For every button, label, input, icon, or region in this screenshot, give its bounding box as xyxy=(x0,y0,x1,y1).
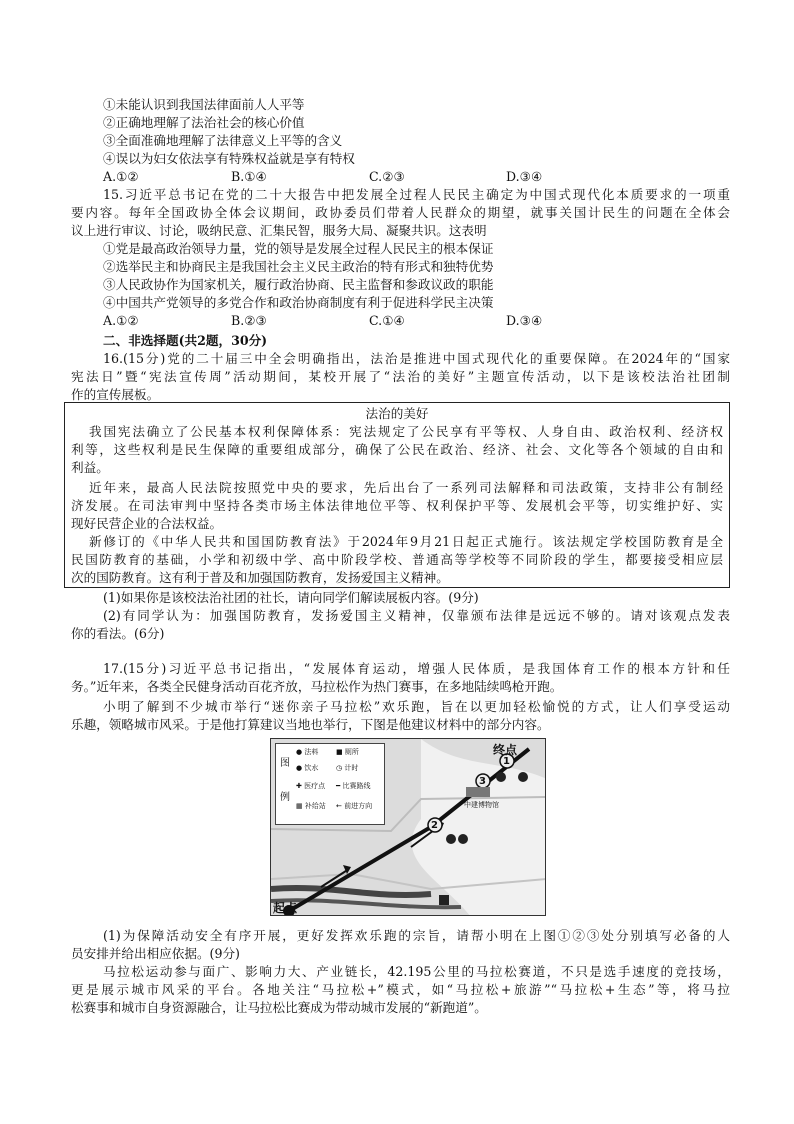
q16-stem-line-3: 作的宣传展板。 xyxy=(71,387,160,402)
board-line-4: 近年来，最高人民法院按照党中央的要求，先后出台了一系列司法解释和司法政策，支持非公有制经 xyxy=(89,480,723,495)
marker-1: 1 xyxy=(503,756,510,767)
legend-item-5: ✚ 医疗点 xyxy=(296,782,326,790)
q15-option-4: ④中国共产党领导的多党合作和政治协商制度有利于促进科学民主决策 xyxy=(103,295,494,310)
q16-stem-line-2: 宪法日”暨“宪法宣传周”活动期间，某校开展了“法治的美好”主题宣传活动，以下是该校法治社团制 xyxy=(71,369,730,384)
building-label: 中建博物馆 xyxy=(464,801,499,809)
marker-2: 2 xyxy=(431,820,438,831)
q14-option-1: ①未能认识到我国法律面前人人平等 xyxy=(103,97,305,112)
q17-stem-line-3: 小明了解到不少城市举行“迷你亲子马拉松”欢乐跑，旨在以更加轻松愉悦的方式，让人们享受运动 xyxy=(103,699,730,714)
q14-choice-c: C.②③ xyxy=(369,169,405,184)
finish-label: 终点 xyxy=(493,743,518,757)
q16-stem-line-1: 16.(15分)党的二十届三中全会明确指出，法治是推进中国式现代化的重要保障。在2024年的“国家 xyxy=(103,351,730,366)
q15-option-3: ③人民政协作为国家机关，履行政治协商、民主监督和参政议政的职能 xyxy=(103,277,494,292)
q15-stem-line-1: 15.习近平总书记在党的二十大报告中把发展全过程人民民主确定为中国式现代化本质要求的一项重 xyxy=(103,187,730,202)
marker-3: 3 xyxy=(479,776,486,787)
q14-option-4: ④误以为妇女依法享有特殊权益就是享有特权 xyxy=(103,151,355,166)
q15-choice-b: B.②③ xyxy=(231,313,267,328)
q16-sub-2: (2)有同学认为：加强国防教育，发扬爱国主义精神，仅靠颁布法律是远远不够的。请对该观点发表 xyxy=(103,608,730,623)
q16-sub-1: (1)如果你是该校法治社团的社长，请向同学们解读展板内容。(9分) xyxy=(103,590,479,605)
q14-option-3: ③全面准确地理解了法律意义上平等的含义 xyxy=(103,133,343,148)
board-title: 法治的美好 xyxy=(365,406,429,421)
q15-choices xyxy=(103,312,703,330)
q15-stem-line-2: 要内容。每年全国政协全体会议期间，政协委员们带着人民群众的期望，就事关国计民生的问题在全体会 xyxy=(71,205,730,220)
legend-title-1: 图 xyxy=(280,758,290,769)
board-line-3: 利益。 xyxy=(71,460,109,475)
q17-sub-1-cont: 员安排并给出相应依据。(9分) xyxy=(71,946,240,961)
board-line-8: 民国防教育的基础，小学和初级中学、高中阶段学校、普通高等学校等不同阶段的学生，都要接受相应层 xyxy=(71,552,723,567)
q14-choice-b: B.①④ xyxy=(231,169,267,184)
q14-option-2: ②正确地理解了法治社会的核心价值 xyxy=(103,115,305,130)
q17-tail-3: 松赛事和城市自身资源融合，让马拉松比赛成为带动城市发展的“新跑道”。 xyxy=(71,1000,487,1015)
q14-choice-d: D.③④ xyxy=(506,169,543,184)
start-label: 起点 xyxy=(273,901,298,915)
propaganda-board xyxy=(64,402,730,588)
q17-stem-line-2: 务。”近年来，各类全民健身活动百花齐放，马拉松作为热门赛事，在多地陆续鸣枪开跑。 xyxy=(71,679,563,694)
q14-choices xyxy=(103,168,703,186)
section-two-heading: 二、非选择题(共2题，30分) xyxy=(103,333,268,348)
q15-option-1: ①党是最高政治领导力量，党的领导是发展全过程人民民主的根本保证 xyxy=(103,241,494,256)
board-line-7: 新修订的《中华人民共和国国防教育法》于2024年9月21日起正式施行。该法规定学校国防教育是全 xyxy=(89,534,723,549)
legend-item-8: ← 前进方向 xyxy=(336,802,373,810)
legend-item-7: ▦ 补给站 xyxy=(296,802,326,810)
q17-stem-line-1: 17.(15分)习近平总书记指出，“发展体育运动，增强人民体质，是我国体育工作的根本方针和任 xyxy=(103,661,730,676)
board-line-9: 次的国防教育。这有利于普及和加强国防教育，发扬爱国主义精神。 xyxy=(71,570,449,585)
q15-choice-a: A.①② xyxy=(103,313,139,328)
marathon-route-map xyxy=(270,738,546,916)
q17-stem-line-4: 乐趣，领略城市风采。于是他打算建议当地也举行，下图是他建议材料中的部分内容。 xyxy=(71,717,550,732)
board-line-1: 我国宪法确立了公民基本权利保障体系：宪法规定了公民享有平等权、人身自由、政治权利、经济权 xyxy=(89,424,723,439)
q15-choice-c: C.①④ xyxy=(369,313,405,328)
legend-item-1: ● 法料 xyxy=(296,748,319,756)
board-line-6: 现好民营企业的合法权益。 xyxy=(71,516,223,531)
legend-item-6: ━ 比赛路线 xyxy=(336,782,371,790)
q17-tail-2: 更是展示城市风采的平台。各地关注“马拉松+”模式，如“马拉松+旅游”“马拉松+生态”等，将马拉 xyxy=(71,982,730,997)
legend-item-4: ◷ 计时 xyxy=(336,764,359,772)
q16-sub-2-cont: 你的看法。(6分) xyxy=(71,626,165,641)
legend-item-3: ● 饮水 xyxy=(296,764,319,772)
q15-option-2: ②选举民主和协商民主是我国社会主义民主政治的特有形式和独特优势 xyxy=(103,259,494,274)
map-legend xyxy=(275,743,385,825)
legend-item-2: ■ 厕所 xyxy=(336,748,359,756)
q15-choice-d: D.③④ xyxy=(506,313,543,328)
board-line-5: 济发展。在司法审判中坚持各类市场主体法律地位平等、权利保护平等、发展机会平等，切实维护好、实 xyxy=(71,498,723,513)
legend-title-2: 例 xyxy=(280,792,290,803)
q17-tail-1: 马拉松运动参与面广、影响力大、产业链长，42.195公里的马拉松赛道，不只是选手速度的竞技场， xyxy=(103,964,730,979)
q17-sub-1: (1)为保障活动安全有序开展，更好发挥欢乐跑的宗旨，请帮小明在上图①②③处分别填写必备的人 xyxy=(103,928,730,943)
board-line-2: 利等，这些权利是民生保障的重要组成部分，确保了公民在政治、经济、社会、文化等各个领域的自由和 xyxy=(71,442,723,457)
q14-choice-a: A.①② xyxy=(103,169,139,184)
q15-stem-line-3: 议上进行审议、讨论，吸纳民意、汇集民智，服务大局、凝聚共识。这表明 xyxy=(71,223,487,238)
